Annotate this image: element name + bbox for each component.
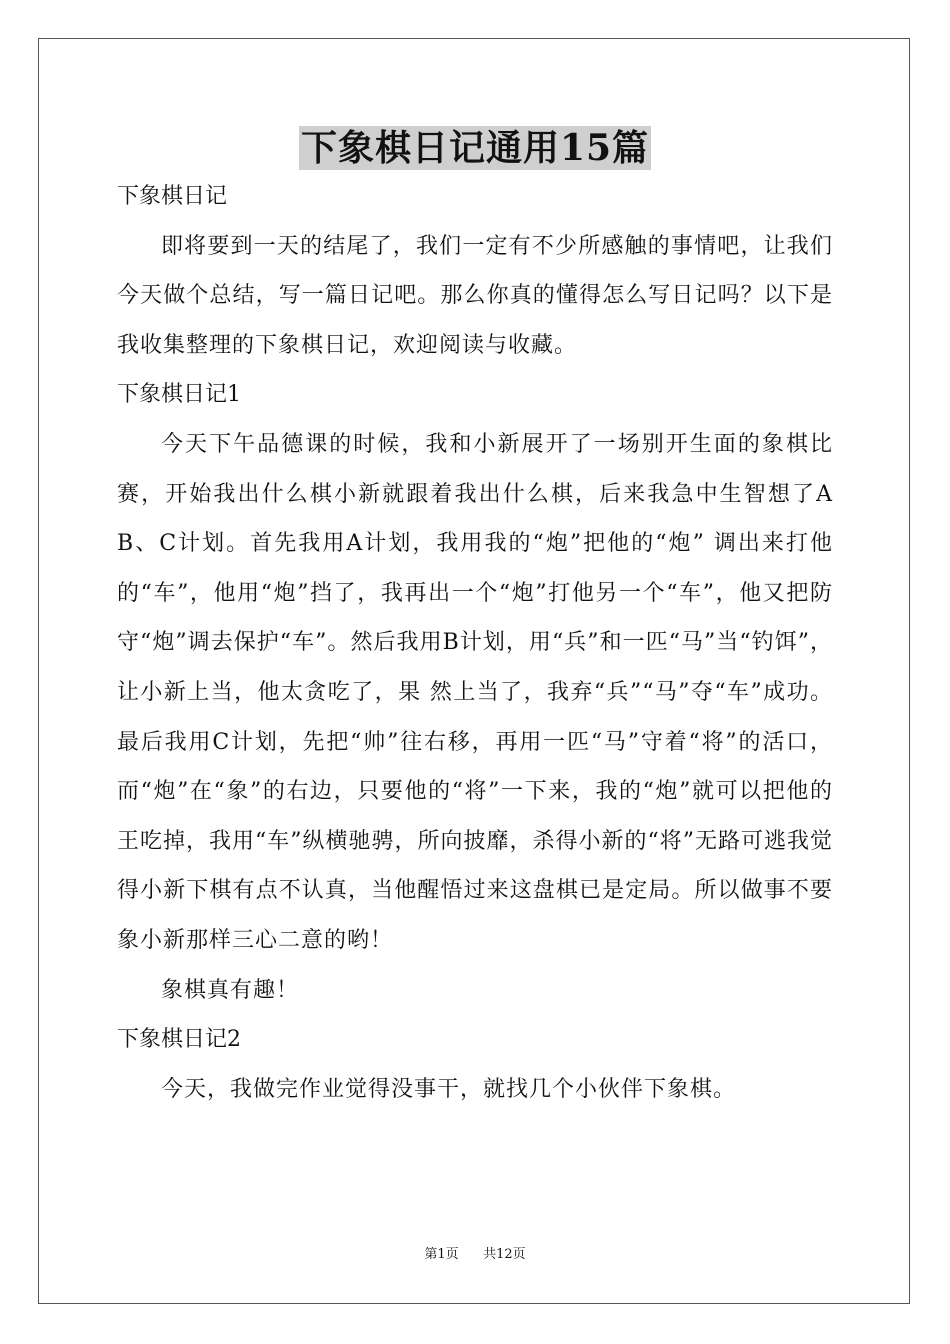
document-body xyxy=(117,172,833,1114)
page-footer xyxy=(0,1246,950,1264)
diary-2-paragraph: 今天，我做完作业觉得没事干，就找几个小伙伴下象棋。 xyxy=(161,1076,737,1102)
intro-paragraph: 即将要到一天的结尾了，我们一定有不少所感触的事情吧，让我们今天做个总结，写一篇日记吧。那么你真的懂得怎么写日记吗？以下是我收集整理的下象棋日记，欢迎阅读与收藏。 xyxy=(117,233,833,358)
section-heading: 下象棋日记1 xyxy=(117,382,241,408)
diary-1-closing: 象棋真有趣！ xyxy=(161,977,300,1003)
page-total: 共12页 xyxy=(483,1247,526,1262)
section-heading: 下象棋日记 xyxy=(117,184,228,209)
diary-1-paragraph: 今天下午品德课的时候，我和小新展开了一场别开生面的象棋比赛，开始我出什么棋小新就跟着我出什么棋，后来我急中生智想了A B、C计划。首先我用A计划，我用我的“炮”把他的“炮” 调出来打他的“车”，他用“炮”挡了，我再出一个“炮”打他另一个“车”，他又把防守“炮”调去保护“车”。然后我用B计划，用“兵”和一匹“马”当“钓饵”，让小新上当，他太贪吃了，果 然上当了，我弃“兵”“马”夺“车”成功。最后我用C计划，先把“帅”往右移，再用一匹“马”守着“将”的活口，而“炮”在“象”的右边，只要他的“将”一下来，我的“炮”就可以把他的王吃掉，我用“车”纵横驰骋，所向披靡，杀得小新的“将”无路可逃我觉得小新下棋有点不认真，当他醒悟过来这盘棋已是定局。所以做事不要象小新那样三心二意的哟！ xyxy=(117,431,833,953)
page-number: 第1页 xyxy=(424,1247,459,1262)
title-container xyxy=(0,126,950,170)
section-heading: 下象棋日记2 xyxy=(117,1027,241,1053)
document-title: 下象棋日记通用15篇 xyxy=(300,127,650,169)
